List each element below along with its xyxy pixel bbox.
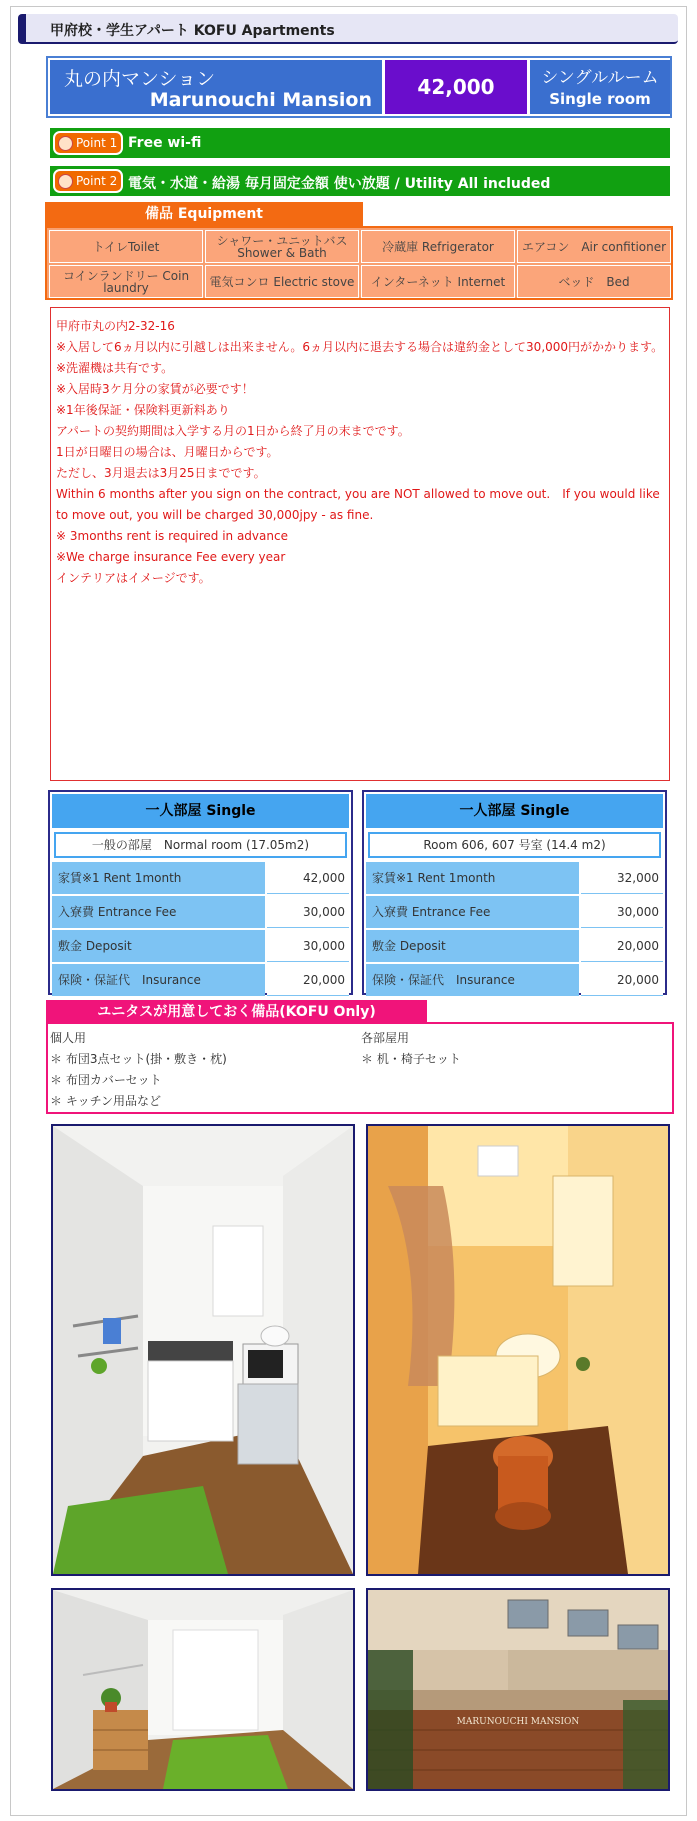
note-line: ※We charge insurance Fee every year <box>56 550 286 564</box>
kitchen-photo <box>51 1124 355 1576</box>
fee-row: 家賃※1 Rent 1month 32,000 <box>366 862 663 894</box>
room-supplies-title: 各部屋用 <box>361 1031 410 1045</box>
equipment-item: ベッド Bed <box>517 265 671 298</box>
building-exterior-photo <box>366 1588 670 1791</box>
unitas-supplies-box <box>46 1022 674 1114</box>
notes-box <box>50 307 670 781</box>
personal-supplies-title: 個人用 <box>50 1031 87 1045</box>
fee-row: 家賃※1 Rent 1month 42,000 <box>52 862 349 894</box>
listing-title-bar <box>46 56 672 118</box>
supply-item: ＊ 机・椅子セット <box>361 1052 461 1066</box>
unitas-supplies-heading: ユニタスが用意しておく備品(KOFU Only) <box>46 1000 427 1024</box>
equipment-item: エアコン Air confitioner <box>517 230 671 263</box>
listing-room-type <box>530 60 670 114</box>
building-sign: MARUNOUCHI MANSION <box>456 1717 580 1727</box>
room-interior-photo <box>51 1588 355 1791</box>
point-2-badge: Point 2 <box>53 169 123 193</box>
point-2-text: 電気・水道・給湯 毎月固定金額 使い放題 / Utility All included <box>128 176 551 192</box>
bathroom-photo <box>366 1124 670 1576</box>
room-type-jp: シングルルーム <box>541 68 659 88</box>
equipment-heading: 備品 Equipment <box>45 202 363 226</box>
equipment-grid <box>45 226 673 300</box>
pointing-hand-icon <box>58 136 73 151</box>
personal-supplies <box>50 1028 227 1112</box>
fee-row: 入寮費 Entrance Fee 30,000 <box>366 896 663 928</box>
note-line: ※洗濯機は共有です。 <box>56 361 174 375</box>
equipment-item: シャワー・ユニットバス Shower & Bath <box>205 230 359 263</box>
note-line: ※入居して6ヵ月以内に引越しは出来ません。6ヵ月以内に退去する場合は違約金として30,000円がかかります。 <box>56 340 664 354</box>
equipment-item: 電気コンロ Electric stove <box>205 265 359 298</box>
fee-row: 敷金 Deposit 30,000 <box>52 930 349 962</box>
room-card-606-607 <box>362 790 667 995</box>
fee-row: 保険・保証代 Insurance 20,000 <box>52 964 349 996</box>
address-text: 甲府市丸の内2-32-16 <box>56 319 175 333</box>
point-1-banner <box>50 128 670 158</box>
note-line: 1日が日曜日の場合は、月曜日からです。 <box>56 445 279 459</box>
note-line: インテリアはイメージです。 <box>56 571 211 585</box>
supply-item: ＊ 布団3点セット(掛・敷き・枕) <box>50 1052 227 1066</box>
listing-price: 42,000 <box>385 60 527 114</box>
listing-name-en: Marunouchi Mansion <box>149 89 372 111</box>
page-title: 甲府校・学生アパート KOFU Apartments <box>50 23 335 39</box>
note-line: ※入居時3ケ月分の家賃が必要です！ <box>56 382 254 396</box>
fee-row: 入寮費 Entrance Fee 30,000 <box>52 896 349 928</box>
equipment-item: インターネット Internet <box>361 265 515 298</box>
listing-name-jp: 丸の内マンション <box>64 68 216 90</box>
pointing-hand-icon <box>58 174 73 189</box>
note-line: アパートの契約期間は入学する月の1日から終了月の末までです。 <box>56 424 410 438</box>
point-2-banner <box>50 166 670 196</box>
room-card-title: 一人部屋 Single <box>52 794 349 828</box>
equipment-item: 冷蔵庫 Refrigerator <box>361 230 515 263</box>
listing-name <box>50 60 382 114</box>
note-line: ただし、3月退去は3月25日までです。 <box>56 466 266 480</box>
room-supplies <box>361 1028 461 1070</box>
room-type-en: Single room <box>549 90 651 108</box>
room-card-subtitle: Room 606, 607 号室 (14.4 m2) <box>368 832 661 858</box>
supply-item: ＊ 布団カバーセット <box>50 1073 162 1087</box>
point-1-text: Free wi-fi <box>128 135 202 151</box>
equipment-item: コインランドリー Coin laundry <box>49 265 203 298</box>
page-header <box>18 14 678 44</box>
note-line: ※ 3months rent is required in advance <box>56 529 288 543</box>
room-card-subtitle: 一般の部屋 Normal room (17.05m2) <box>54 832 347 858</box>
note-line: Within 6 months after you sign on the contract, you are NOT allowed to move out. If you would like to move out, you will be charged 30,000jpy - as fine. <box>56 487 664 522</box>
room-card-normal <box>48 790 353 995</box>
point-1-badge: Point 1 <box>53 131 123 155</box>
note-line: ※1年後保証・保険料更新料あり <box>56 403 230 417</box>
room-card-title: 一人部屋 Single <box>366 794 663 828</box>
supply-item: ＊ キッチン用品など <box>50 1094 161 1108</box>
fee-row: 敷金 Deposit 20,000 <box>366 930 663 962</box>
equipment-item: トイレToilet <box>49 230 203 263</box>
fee-row: 保険・保証代 Insurance 20,000 <box>366 964 663 996</box>
